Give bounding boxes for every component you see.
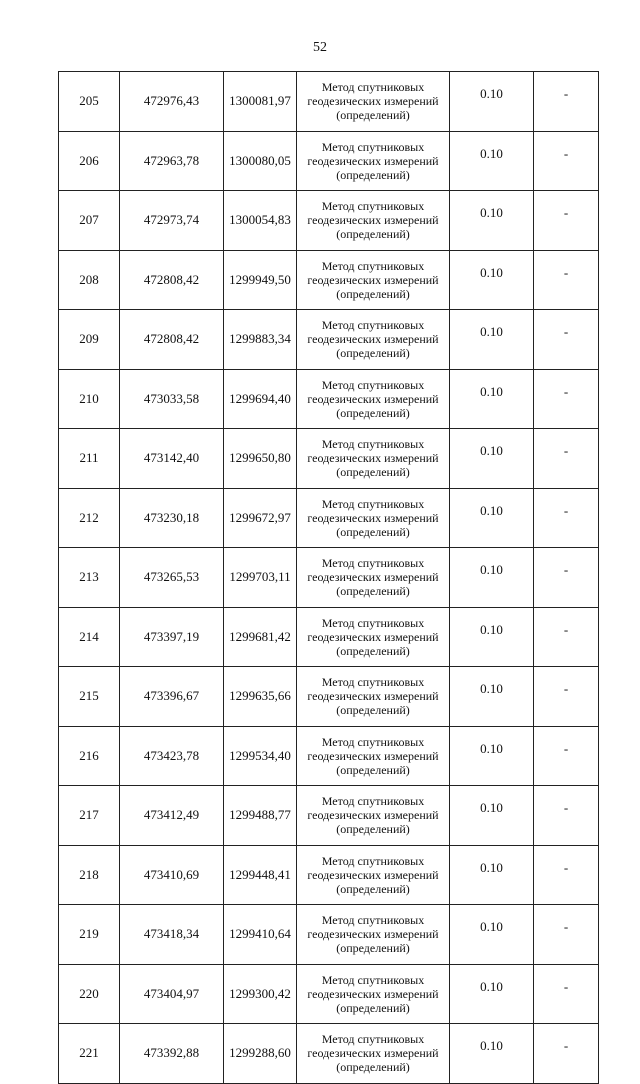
method-line: Метод спутниковых: [321, 972, 425, 987]
method-line: геодезических измерений: [307, 808, 439, 823]
accuracy-cell: 0.10: [450, 905, 534, 965]
y-coordinate-cell: 1299703,11: [224, 548, 297, 608]
note-cell: -: [534, 845, 599, 905]
x-coordinate-cell: 473142,40: [120, 429, 224, 489]
method-line: Метод спутниковых: [321, 139, 425, 154]
method-cell: [297, 845, 450, 905]
method-cell: [297, 369, 450, 429]
x-coordinate-cell: 473423,78: [120, 726, 224, 786]
method-line: геодезических измерений: [307, 927, 439, 942]
point-number-cell: 208: [59, 250, 120, 310]
x-coordinate-cell: 472808,42: [120, 250, 224, 310]
y-coordinate-cell: 1299448,41: [224, 845, 297, 905]
x-coordinate-cell: 473230,18: [120, 488, 224, 548]
method-line: (определений): [336, 643, 410, 658]
method-line: (определений): [336, 762, 410, 777]
method-cell: [297, 964, 450, 1024]
method-cell: [297, 548, 450, 608]
accuracy-cell: 0.10: [450, 131, 534, 191]
point-number-cell: 210: [59, 369, 120, 429]
x-coordinate-cell: 473418,34: [120, 905, 224, 965]
method-line: Метод спутниковых: [321, 199, 425, 214]
point-number-cell: 220: [59, 964, 120, 1024]
table-row: [59, 131, 599, 191]
method-line: Метод спутниковых: [321, 80, 425, 95]
x-coordinate-cell: 473033,58: [120, 369, 224, 429]
table-row: [59, 250, 599, 310]
accuracy-cell: 0.10: [450, 369, 534, 429]
accuracy-cell: 0.10: [450, 72, 534, 132]
method-line: (определений): [336, 941, 410, 956]
method-cell: [297, 191, 450, 251]
method-line: Метод спутниковых: [321, 913, 425, 928]
method-line: геодезических измерений: [307, 867, 439, 882]
x-coordinate-cell: 473397,19: [120, 607, 224, 667]
accuracy-cell: 0.10: [450, 667, 534, 727]
method-line: Метод спутниковых: [321, 615, 425, 630]
coordinates-table-body: [59, 72, 599, 1084]
accuracy-cell: 0.10: [450, 191, 534, 251]
accuracy-cell: 0.10: [450, 1024, 534, 1084]
table-row: [59, 964, 599, 1024]
point-number-cell: 207: [59, 191, 120, 251]
y-coordinate-cell: 1299288,60: [224, 1024, 297, 1084]
accuracy-cell: 0.10: [450, 488, 534, 548]
y-coordinate-cell: 1299883,34: [224, 310, 297, 370]
table-row: [59, 191, 599, 251]
x-coordinate-cell: 473392,88: [120, 1024, 224, 1084]
method-cell: [297, 429, 450, 489]
method-line: Метод спутниковых: [321, 258, 425, 273]
note-cell: -: [534, 191, 599, 251]
accuracy-cell: 0.10: [450, 429, 534, 489]
table-row: [59, 310, 599, 370]
table-row: [59, 905, 599, 965]
point-number-cell: 212: [59, 488, 120, 548]
note-cell: -: [534, 310, 599, 370]
method-line: Метод спутниковых: [321, 318, 425, 333]
point-number-cell: 213: [59, 548, 120, 608]
table-row: [59, 667, 599, 727]
table-row: [59, 607, 599, 667]
point-number-cell: 205: [59, 72, 120, 132]
accuracy-cell: 0.10: [450, 310, 534, 370]
note-cell: -: [534, 131, 599, 191]
x-coordinate-cell: 472963,78: [120, 131, 224, 191]
note-cell: -: [534, 607, 599, 667]
table-row: [59, 1024, 599, 1084]
method-line: (определений): [336, 465, 410, 480]
method-line: геодезических измерений: [307, 272, 439, 287]
method-line: (определений): [336, 584, 410, 599]
y-coordinate-cell: 1299410,64: [224, 905, 297, 965]
x-coordinate-cell: 473412,49: [120, 786, 224, 846]
method-line: (определений): [336, 167, 410, 182]
method-line: Метод спутниковых: [321, 675, 425, 690]
method-cell: [297, 786, 450, 846]
note-cell: -: [534, 786, 599, 846]
note-cell: -: [534, 726, 599, 786]
method-line: (определений): [336, 524, 410, 539]
method-line: (определений): [336, 108, 410, 123]
method-line: геодезических измерений: [307, 629, 439, 644]
method-line: Метод спутниковых: [321, 437, 425, 452]
method-cell: [297, 667, 450, 727]
page-number: 52: [313, 40, 327, 55]
method-cell: [297, 250, 450, 310]
method-line: геодезических измерений: [307, 510, 439, 525]
method-line: геодезических измерений: [307, 332, 439, 347]
method-line: (определений): [336, 822, 410, 837]
accuracy-cell: 0.10: [450, 845, 534, 905]
method-line: Метод спутниковых: [321, 556, 425, 571]
y-coordinate-cell: 1299694,40: [224, 369, 297, 429]
point-number-cell: 209: [59, 310, 120, 370]
method-line: (определений): [336, 881, 410, 896]
x-coordinate-cell: 473265,53: [120, 548, 224, 608]
note-cell: -: [534, 429, 599, 489]
point-number-cell: 218: [59, 845, 120, 905]
note-cell: -: [534, 667, 599, 727]
method-cell: [297, 1024, 450, 1084]
method-line: геодезических измерений: [307, 986, 439, 1001]
method-line: (определений): [336, 227, 410, 242]
table-row: [59, 488, 599, 548]
y-coordinate-cell: 1299672,97: [224, 488, 297, 548]
point-number-cell: 215: [59, 667, 120, 727]
table-row: [59, 369, 599, 429]
x-coordinate-cell: 473396,67: [120, 667, 224, 727]
x-coordinate-cell: 472808,42: [120, 310, 224, 370]
method-line: (определений): [336, 346, 410, 361]
accuracy-cell: 0.10: [450, 964, 534, 1024]
point-number-cell: 221: [59, 1024, 120, 1084]
table-row: [59, 429, 599, 489]
point-number-cell: 219: [59, 905, 120, 965]
method-cell: [297, 905, 450, 965]
method-line: геодезических измерений: [307, 213, 439, 228]
method-cell: [297, 131, 450, 191]
note-cell: -: [534, 72, 599, 132]
method-line: геодезических измерений: [307, 1046, 439, 1061]
note-cell: -: [534, 250, 599, 310]
y-coordinate-cell: 1299534,40: [224, 726, 297, 786]
point-number-cell: 211: [59, 429, 120, 489]
y-coordinate-cell: 1299300,42: [224, 964, 297, 1024]
accuracy-cell: 0.10: [450, 548, 534, 608]
point-number-cell: 214: [59, 607, 120, 667]
method-line: геодезических измерений: [307, 748, 439, 763]
method-line: Метод спутниковых: [321, 734, 425, 749]
point-number-cell: 217: [59, 786, 120, 846]
method-cell: [297, 488, 450, 548]
table-row: [59, 726, 599, 786]
x-coordinate-cell: 472973,74: [120, 191, 224, 251]
note-cell: -: [534, 369, 599, 429]
y-coordinate-cell: 1299650,80: [224, 429, 297, 489]
method-line: Метод спутниковых: [321, 377, 425, 392]
method-line: (определений): [336, 405, 410, 420]
method-line: геодезических измерений: [307, 689, 439, 704]
x-coordinate-cell: 472976,43: [120, 72, 224, 132]
x-coordinate-cell: 473404,97: [120, 964, 224, 1024]
y-coordinate-cell: 1300080,05: [224, 131, 297, 191]
method-line: геодезических измерений: [307, 570, 439, 585]
y-coordinate-cell: 1300054,83: [224, 191, 297, 251]
note-cell: -: [534, 964, 599, 1024]
method-cell: [297, 310, 450, 370]
accuracy-cell: 0.10: [450, 250, 534, 310]
method-line: геодезических измерений: [307, 391, 439, 406]
point-number-cell: 216: [59, 726, 120, 786]
method-line: (определений): [336, 286, 410, 301]
accuracy-cell: 0.10: [450, 786, 534, 846]
method-cell: [297, 72, 450, 132]
method-line: Метод спутниковых: [321, 794, 425, 809]
x-coordinate-cell: 473410,69: [120, 845, 224, 905]
method-cell: [297, 726, 450, 786]
table-row: [59, 786, 599, 846]
y-coordinate-cell: 1299488,77: [224, 786, 297, 846]
note-cell: -: [534, 488, 599, 548]
method-line: (определений): [336, 703, 410, 718]
accuracy-cell: 0.10: [450, 607, 534, 667]
method-line: (определений): [336, 1000, 410, 1015]
note-cell: -: [534, 548, 599, 608]
y-coordinate-cell: 1299635,66: [224, 667, 297, 727]
method-line: (определений): [336, 1060, 410, 1075]
table-row: [59, 72, 599, 132]
y-coordinate-cell: 1299949,50: [224, 250, 297, 310]
table-row: [59, 548, 599, 608]
note-cell: -: [534, 905, 599, 965]
table-row: [59, 845, 599, 905]
note-cell: -: [534, 1024, 599, 1084]
point-number-cell: 206: [59, 131, 120, 191]
method-line: Метод спутниковых: [321, 496, 425, 511]
y-coordinate-cell: 1299681,42: [224, 607, 297, 667]
method-cell: [297, 607, 450, 667]
coordinates-table: [58, 71, 599, 1084]
method-line: геодезических измерений: [307, 94, 439, 109]
method-line: Метод спутниковых: [321, 853, 425, 868]
accuracy-cell: 0.10: [450, 726, 534, 786]
method-line: геодезических измерений: [307, 451, 439, 466]
method-line: геодезических измерений: [307, 153, 439, 168]
y-coordinate-cell: 1300081,97: [224, 72, 297, 132]
method-line: Метод спутниковых: [321, 1032, 425, 1047]
